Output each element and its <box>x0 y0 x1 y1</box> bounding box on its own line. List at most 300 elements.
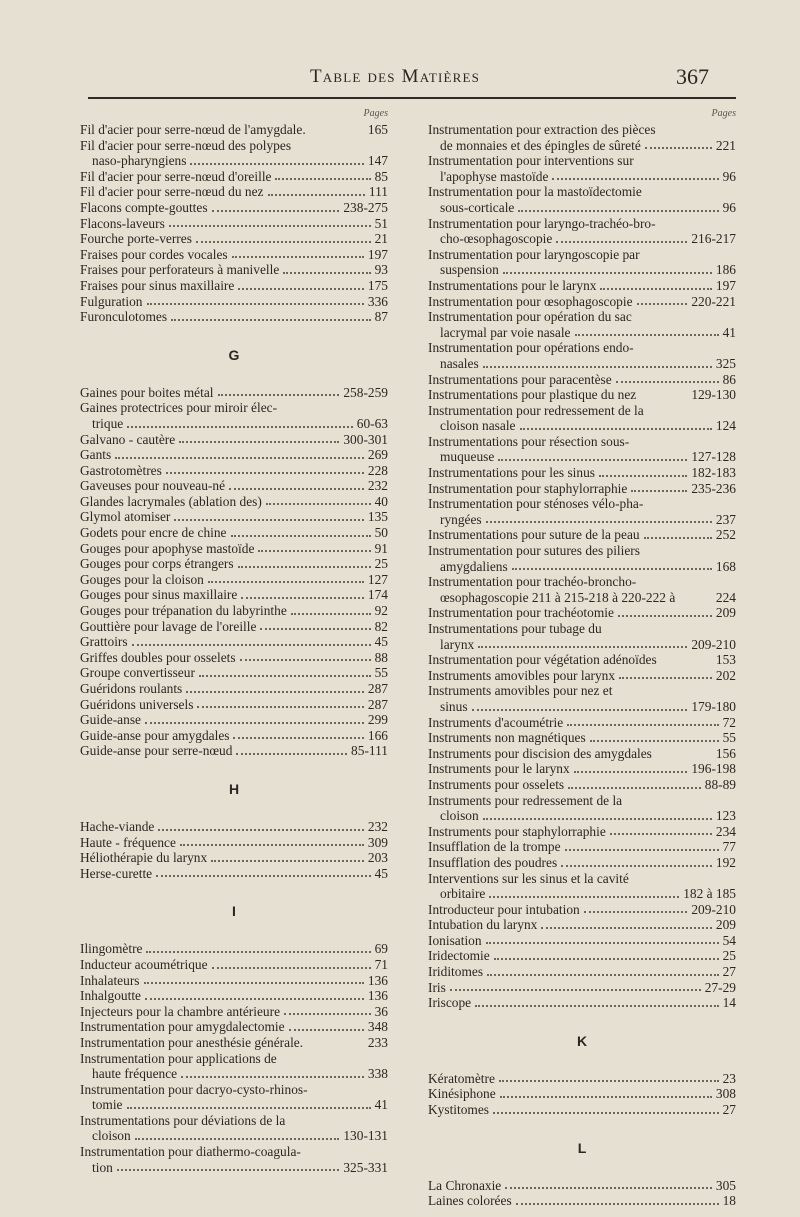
entry-page-number: 92 <box>374 603 388 619</box>
dot-leader <box>174 519 364 521</box>
index-entry <box>80 850 388 866</box>
entry-title: Furonculotomes <box>80 309 168 325</box>
running-title: Table des Matières <box>310 66 481 87</box>
entry-page-number: 258-259 <box>343 384 388 400</box>
entry-page-number: 55 <box>722 730 736 746</box>
entry-title: Instrumentations pour déviations de la <box>80 1112 286 1128</box>
section-g <box>80 385 388 759</box>
entry-page-number: 85 <box>374 168 388 184</box>
entry-title: Groupe convertisseur <box>80 665 195 681</box>
index-entry <box>80 385 388 401</box>
entry-page-number: 27-29 <box>704 979 736 995</box>
entry-title: Instrumentation pour dacryo-cysto-rhinos- <box>80 1081 308 1097</box>
entry-title: Instrumentation pour laryngo-trachéo-bro- <box>428 215 656 231</box>
entry-title: Haute - fréquence <box>80 834 176 850</box>
dot-leader <box>619 677 712 679</box>
index-entry <box>80 973 388 989</box>
entry-continuation: trique <box>92 415 124 431</box>
dot-leader <box>156 875 370 877</box>
entry-page-number: 111 <box>368 184 388 200</box>
entry-page-number: 325-331 <box>343 1159 388 1175</box>
entry-continuation: tion <box>92 1159 113 1175</box>
entry-title: Gouges pour sinus maxillaire <box>80 587 238 603</box>
index-entry <box>80 447 388 463</box>
dot-leader <box>212 210 340 212</box>
index-entry <box>428 808 736 824</box>
entry-page-number: 179-180 <box>691 698 736 714</box>
entry-title: Herse-curette <box>80 865 153 881</box>
entry-title: Instrumentation pour végétation adénoïdes <box>428 652 657 668</box>
entry-page-number: 299 <box>367 712 388 728</box>
entry-title: La Chronaxie <box>428 1177 502 1193</box>
index-entry <box>80 294 388 310</box>
entry-continuation: cloison nasale <box>440 418 516 434</box>
entry-page-number: 348 <box>367 1019 388 1035</box>
index-entry <box>80 1097 388 1113</box>
dot-leader <box>486 521 712 523</box>
entry-page-number: 156 <box>715 745 736 761</box>
index-entry <box>80 587 388 603</box>
dot-leader <box>637 303 688 305</box>
index-entry <box>428 278 736 294</box>
dot-leader <box>493 1112 719 1114</box>
index-entry <box>80 231 388 247</box>
entry-title: Iriditomes <box>428 964 484 980</box>
entry-page-number: 287 <box>367 681 388 696</box>
entry-title: Grattoirs <box>80 634 128 650</box>
entry-page-number: 86 <box>722 371 736 387</box>
entry-page-number: 124 <box>715 418 736 434</box>
dot-leader <box>291 613 371 615</box>
entry-page-number: 93 <box>374 262 388 278</box>
entry-page-number: 309 <box>367 834 388 850</box>
entry-title: Kystitomes <box>428 1102 490 1118</box>
entry-page-number: 27 <box>722 1102 736 1118</box>
index-entry <box>80 743 388 759</box>
entry-page-number: 50 <box>374 525 388 541</box>
entry-page-number: 36 <box>374 1003 388 1019</box>
dot-leader <box>190 163 363 165</box>
entry-title: Guide-anse <box>80 712 141 728</box>
entry-page-number: 82 <box>374 618 388 634</box>
dot-leader <box>232 256 364 258</box>
index-entry <box>428 886 736 902</box>
dot-leader <box>478 646 687 648</box>
index-entry <box>428 902 736 918</box>
dot-leader <box>240 659 371 661</box>
entry-continuation: muqueuse <box>440 449 495 465</box>
index-entry <box>428 1071 736 1087</box>
entry-page-number: 123 <box>715 808 736 824</box>
entry-title: Gaines pour boites métal <box>80 384 214 400</box>
entry-title: Instrumentation pour interventions sur <box>428 153 634 169</box>
entry-page-number: 166 <box>367 727 388 743</box>
entry-title: Gouges pour apophyse mastoïde <box>80 540 255 556</box>
index-entry <box>80 494 388 510</box>
dot-leader <box>486 942 719 944</box>
entry-page-number: 336 <box>367 293 388 309</box>
index-entry <box>80 153 388 169</box>
index-entry <box>80 1160 388 1176</box>
dot-leader <box>238 566 371 568</box>
dot-leader <box>169 225 371 227</box>
entry-title: Instrumentation pour sténoses vélo-pha- <box>428 496 644 512</box>
entry-page-number: 21 <box>374 231 388 247</box>
section-letter-l: L <box>577 1139 587 1156</box>
entry-page-number: 325 <box>715 355 736 371</box>
entry-page-number: 202 <box>715 667 736 683</box>
entry-title: Instruments pour discision des amygdales <box>428 745 652 761</box>
page-number: 367 <box>676 64 709 89</box>
entry-page-number: 72 <box>722 714 736 730</box>
entry-page-number: 88-89 <box>704 776 736 792</box>
entry-page-number: 168 <box>715 558 736 574</box>
index-entry <box>428 761 736 777</box>
index-entry <box>80 1019 388 1035</box>
entry-page-number: 54 <box>722 932 736 948</box>
entry-continuation: cloison <box>440 808 479 824</box>
dot-leader <box>616 381 719 383</box>
right-column <box>428 108 736 1209</box>
index-entry <box>428 138 736 154</box>
index-entry <box>80 603 388 619</box>
entry-page-number: 209 <box>715 605 736 621</box>
index-entry <box>80 525 388 541</box>
index-entry <box>80 712 388 728</box>
dot-leader <box>584 911 688 913</box>
index-entry <box>428 512 736 528</box>
dot-leader <box>575 334 719 336</box>
entry-title: Instruments amovibles pour nez et <box>428 683 613 699</box>
entry-page-number: 175 <box>367 277 388 293</box>
index-entry <box>80 416 388 432</box>
dot-leader <box>289 1029 364 1031</box>
dot-leader <box>236 753 347 755</box>
dot-leader <box>565 849 719 851</box>
entry-continuation: ryngées <box>440 511 482 527</box>
entry-page-number: 45 <box>374 865 388 881</box>
dot-leader <box>115 457 364 459</box>
index-entry <box>428 652 736 668</box>
dot-leader <box>284 1013 371 1015</box>
dot-leader <box>229 488 364 490</box>
dot-leader <box>487 974 719 976</box>
entry-title: Instruments d'acoumétrie <box>428 714 564 730</box>
index-entry <box>80 572 388 588</box>
entry-title: Instrumentation pour opération du sac <box>428 309 632 325</box>
index-entry <box>428 465 736 481</box>
entry-page-number: 45 <box>374 634 388 650</box>
entry-title: Instrumentations pour résection sous- <box>428 433 630 449</box>
entry-continuation: naso-pharyngiens <box>92 153 187 169</box>
index-entry <box>80 509 388 525</box>
entry-page-number: 153 <box>715 652 736 668</box>
entry-title: Instrumentation pour trachéo-broncho- <box>428 574 637 590</box>
entry-page-number: 130-131 <box>343 1128 388 1144</box>
dot-leader <box>483 366 712 368</box>
entry-title: Insufflation des poudres <box>428 854 558 870</box>
dot-leader <box>179 441 339 443</box>
entry-title: Instrumentations pour paracentèse <box>428 371 612 387</box>
entry-page-number: 14 <box>722 995 736 1011</box>
dot-leader <box>144 982 364 984</box>
dot-leader <box>266 503 371 505</box>
dot-leader <box>233 737 363 739</box>
index-entry <box>428 559 736 575</box>
entry-page-number: 287 <box>367 696 388 712</box>
section-letter-h: H <box>228 780 240 797</box>
entry-page-number: 220-221 <box>691 293 736 309</box>
dot-leader <box>475 1005 718 1007</box>
dot-leader <box>561 865 712 867</box>
entry-title: Intubation du larynx <box>428 917 538 933</box>
entry-page-number: 51 <box>374 215 388 231</box>
index-entry <box>80 1066 388 1082</box>
dot-leader <box>186 691 364 693</box>
index-entry <box>428 387 736 403</box>
index-entry <box>80 619 388 635</box>
entry-title: Flacons compte-gouttes <box>80 199 208 215</box>
entry-page-number: 235-236 <box>691 480 736 496</box>
index-entry <box>80 650 388 666</box>
entry-title: Fil d'acier pour serre-nœud des polypes <box>80 137 292 153</box>
dot-leader <box>512 568 712 570</box>
entry-title: Fraises pour cordes vocales <box>80 246 228 262</box>
entry-page-number: 55 <box>374 665 388 681</box>
index-entry <box>428 449 736 465</box>
entry-page-number: 209-210 <box>691 901 736 917</box>
dot-leader <box>567 724 718 726</box>
dot-leader <box>503 272 712 274</box>
dot-leader <box>645 147 712 149</box>
dot-leader <box>450 989 701 991</box>
index-entry <box>80 634 388 650</box>
dot-leader <box>644 537 712 539</box>
entry-page-number: 252 <box>715 527 736 543</box>
page-header <box>0 64 800 94</box>
entry-page-number: 238-275 <box>343 199 388 215</box>
dot-leader <box>590 740 719 742</box>
entry-continuation: nasales <box>440 355 479 371</box>
dot-leader <box>238 288 364 290</box>
entry-title: Instrumentation pour applications de <box>80 1050 277 1066</box>
entry-continuation: orbitaire <box>440 886 486 902</box>
entry-title: Instrumentations pour tubage du <box>428 621 602 636</box>
entry-title: Instrumentation pour laryngoscopie par <box>428 246 640 262</box>
entry-title: Gants <box>80 447 112 463</box>
dot-leader <box>268 194 365 196</box>
section-i <box>80 941 388 1175</box>
index-entry <box>428 325 736 341</box>
index-entry <box>80 262 388 278</box>
entry-title: Gastrotomètres <box>80 462 162 478</box>
entry-title: Fraises pour perforateurs à manivelle <box>80 262 280 278</box>
entry-page-number: 174 <box>367 587 388 603</box>
index-entry <box>428 668 736 684</box>
index-entry <box>428 824 736 840</box>
section-l <box>428 1178 736 1209</box>
dot-leader <box>208 581 364 583</box>
entry-continuation: haute fréquence <box>92 1066 178 1082</box>
dot-leader <box>180 844 364 846</box>
entry-page-number: 197 <box>715 277 736 293</box>
dot-leader <box>145 998 364 1000</box>
dot-leader <box>568 787 701 789</box>
section-k <box>428 1071 736 1118</box>
index-entry <box>80 463 388 479</box>
index-entry <box>80 819 388 835</box>
entry-title: Insufflation de la trompe <box>428 839 561 855</box>
entry-title: Instruments pour redressement de la <box>428 792 623 808</box>
index-entry <box>428 262 736 278</box>
entry-continuation: tomie <box>92 1097 123 1113</box>
entry-title: Instruments pour le larynx <box>428 761 570 777</box>
index-entry <box>80 247 388 263</box>
index-entry <box>428 637 736 653</box>
dot-leader <box>283 272 370 274</box>
entry-page-number: 40 <box>374 493 388 509</box>
entry-title: Glymol atomiser <box>80 509 171 525</box>
entry-title: Iridectomie <box>428 948 490 964</box>
entry-title: Instrumentations pour plastique du nez <box>428 387 637 403</box>
entry-page-number: 23 <box>722 1070 736 1086</box>
entry-continuation: sous-corticale <box>440 199 515 215</box>
entry-page-number: 165 <box>367 122 388 137</box>
index-entry <box>428 294 736 310</box>
index-entry <box>80 122 388 138</box>
entry-page-number: 203 <box>367 850 388 866</box>
entry-continuation: de monnaies et des épingles de sûreté <box>440 137 641 153</box>
index-entry <box>428 605 736 621</box>
dot-leader <box>147 303 364 305</box>
index-entry <box>80 541 388 557</box>
entry-page-number: 147 <box>367 153 388 169</box>
entry-page-number: 305 <box>715 1177 736 1193</box>
pages-column-label: Pages <box>363 108 388 119</box>
entry-page-number: 41 <box>722 324 736 340</box>
entry-page-number: 186 <box>715 262 736 278</box>
entry-title: Fil d'acier pour serre-nœud d'oreille <box>80 168 272 184</box>
entry-title: Inhalateurs <box>80 972 140 988</box>
entry-title: Fraises pour sinus maxillaire <box>80 277 235 293</box>
index-entry <box>80 169 388 185</box>
entry-title: Introducteur pour intubation <box>428 901 580 917</box>
dot-leader <box>258 550 370 552</box>
entry-continuation: cloison <box>92 1128 131 1144</box>
entry-title: Kératomètre <box>428 1070 495 1086</box>
header-rule <box>88 97 736 99</box>
entry-title: Instrumentation pour sutures des piliers <box>428 543 640 559</box>
index-entry <box>428 1193 736 1209</box>
entry-page-number: 300-301 <box>343 431 388 447</box>
entry-title: Instrumentation pour extraction des pièces <box>428 122 656 137</box>
index-entry <box>80 697 388 713</box>
dot-leader <box>166 472 364 474</box>
index-entry <box>80 1035 388 1051</box>
dot-leader <box>520 428 712 430</box>
entry-title: Guide-anse pour serre-nœud <box>80 743 233 759</box>
dot-leader <box>127 1107 371 1109</box>
index-entry <box>428 699 736 715</box>
entry-continuation: sinus <box>440 698 468 714</box>
entry-title: Galvano - cautère <box>80 431 176 447</box>
dot-leader <box>196 241 371 243</box>
entry-page-number: 216-217 <box>691 231 736 247</box>
entry-page-number: 129-130 <box>691 387 736 403</box>
entry-page-number: 41 <box>374 1097 388 1113</box>
left-column <box>80 108 388 1175</box>
entry-title: Guéridons roulants <box>80 681 183 696</box>
dot-leader <box>199 675 371 677</box>
index-entry <box>428 917 736 933</box>
entry-page-number: 136 <box>367 988 388 1004</box>
section-letter-g: G <box>228 346 240 363</box>
entry-page-number: 18 <box>722 1193 736 1209</box>
entry-title: Guéridons universels <box>80 696 194 712</box>
index-entry <box>428 372 736 388</box>
entry-page-number: 182 à 185 <box>683 886 736 902</box>
entry-title: Héliothérapie du larynx <box>80 850 208 866</box>
pages-column-label: Pages <box>711 108 736 119</box>
section-i-cont <box>428 122 736 1011</box>
entry-page-number: 192 <box>715 854 736 870</box>
dot-leader <box>574 771 688 773</box>
section-letter-k: K <box>576 1032 588 1049</box>
entry-page-number: 136 <box>367 972 388 988</box>
dot-leader <box>499 1080 719 1082</box>
index-entry <box>428 855 736 871</box>
index-entry <box>80 432 388 448</box>
dot-leader <box>599 475 687 477</box>
entry-page-number: 209 <box>715 917 736 933</box>
entry-title: Gouges pour trépanation du labyrinthe <box>80 603 287 619</box>
entry-title: Griffes doubles pour osselets <box>80 649 236 665</box>
index-entry <box>428 715 736 731</box>
index-entry <box>428 527 736 543</box>
section-letter-i: I <box>232 903 236 920</box>
entry-title: Instrumentation pour amygdalectomie <box>80 1019 285 1035</box>
entry-title: Inhalgoutte <box>80 988 141 1004</box>
dot-leader <box>117 1169 340 1171</box>
index-entry <box>428 964 736 980</box>
index-entry <box>428 590 736 606</box>
entry-page-number: 135 <box>367 509 388 525</box>
entry-title: Glandes lacrymales (ablation des) <box>80 493 262 509</box>
index-entry <box>80 866 388 882</box>
entry-title: Instrumentations pour suture de la peau <box>428 527 640 543</box>
entry-title: Inducteur acoumétrique <box>80 956 208 972</box>
index-entry <box>80 835 388 851</box>
dot-leader <box>127 426 353 428</box>
index-entry <box>428 839 736 855</box>
index-entry <box>80 665 388 681</box>
entry-page-number: 87 <box>374 309 388 325</box>
entry-title: Instruments amovibles pour larynx <box>428 667 616 683</box>
entry-page-number: 85-111 <box>351 743 388 759</box>
entry-page-number: 232 <box>367 478 388 494</box>
dot-leader <box>275 178 370 180</box>
index-entry <box>428 356 736 372</box>
dot-leader <box>618 615 712 617</box>
entry-page-number: 96 <box>722 168 736 184</box>
entry-page-number: 69 <box>374 941 388 957</box>
entry-title: Interventions sur les sinus et la cavité <box>428 870 629 886</box>
entry-title: Fourche porte-verres <box>80 231 192 247</box>
dot-leader <box>516 1203 719 1205</box>
entry-title: Instrumentation pour la mastoïdectomie <box>428 184 642 200</box>
dot-leader <box>146 951 370 953</box>
entry-continuation: lacrymal par voie nasale <box>440 324 571 340</box>
